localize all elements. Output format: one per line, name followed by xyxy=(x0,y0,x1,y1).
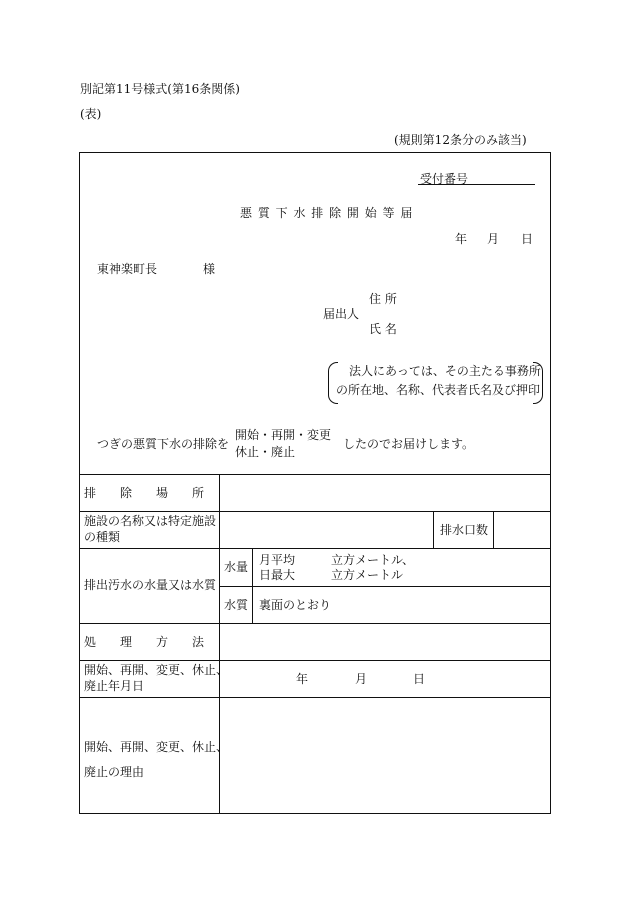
statement-prefix: つぎの悪質下水の排除を xyxy=(97,437,230,451)
unit-cubic-meters-2: 立方メートル xyxy=(331,568,404,582)
receipt-number-label: 受付番号 xyxy=(420,172,469,186)
document-title: 悪 質 下 水 排 除 開 始 等 届 xyxy=(240,206,414,220)
label-outlet-count: 排水口数 xyxy=(440,523,489,537)
address-label: 住 所 xyxy=(369,292,397,306)
name-label: 氏 名 xyxy=(369,322,397,336)
row-divider xyxy=(79,548,551,549)
row-divider xyxy=(219,586,551,587)
column-divider xyxy=(219,474,220,814)
label-date-line1: 開始、再開、変更、休止、 xyxy=(84,663,229,677)
date-month: 月 xyxy=(487,232,500,246)
label-water-quantity: 水量 xyxy=(224,560,249,574)
table-date-day: 日 xyxy=(413,672,426,686)
row-divider xyxy=(79,623,551,624)
label-date-line2: 廃止年月日 xyxy=(84,679,145,693)
label-facility-line1: 施設の名称又は特定施設 xyxy=(84,514,217,528)
honorific: 様 xyxy=(203,262,216,276)
corporate-note-line2: の所在地、名称、代表者氏名及び押印 xyxy=(336,383,541,397)
label-reason-line2: 廃止の理由 xyxy=(84,765,145,779)
options-line1: 開始・再開・変更 xyxy=(235,428,332,442)
label-reason-line1: 開始、再開、変更、休止、 xyxy=(84,740,229,754)
row-divider xyxy=(79,697,551,698)
column-divider xyxy=(433,511,434,548)
label-water-quality: 水質 xyxy=(224,598,249,612)
form-frame xyxy=(79,152,551,814)
label-quantity-quality: 排出汚水の水量又は水質 xyxy=(84,578,217,592)
label-monthly-average: 月平均 xyxy=(259,553,296,567)
addressee: 東神楽町長 xyxy=(97,262,158,276)
date-year: 年 xyxy=(455,232,468,246)
label-facility-line2: の種類 xyxy=(84,530,121,544)
applicability-note: (規則第12条分のみ該当) xyxy=(394,133,527,147)
row-divider xyxy=(79,511,551,512)
corporate-note-line1: 法人にあっては、その主たる事務所 xyxy=(349,364,541,378)
label-treatment-method: 処 理 方 法 xyxy=(84,635,205,649)
receipt-number-line xyxy=(418,184,535,185)
statement-suffix: したのでお届けします。 xyxy=(343,437,475,451)
column-divider xyxy=(252,548,253,623)
date-day: 日 xyxy=(521,232,534,246)
column-divider xyxy=(493,511,494,548)
table-date-month: 月 xyxy=(355,672,368,686)
label-daily-maximum: 日最大 xyxy=(259,568,296,582)
form-side: (表) xyxy=(80,107,102,121)
row-divider xyxy=(79,474,551,475)
options-line2: 休止・廃止 xyxy=(235,445,296,459)
unit-cubic-meters-1: 立方メートル、 xyxy=(331,553,415,567)
table-date-year: 年 xyxy=(296,672,309,686)
water-quality-value: 裏面のとおり xyxy=(259,598,332,612)
label-discharge-location: 排 除 場 所 xyxy=(84,486,205,500)
form-reference: 別記第11号様式(第16条関係) xyxy=(80,82,240,96)
notifier-label: 届出人 xyxy=(323,307,360,321)
row-divider xyxy=(79,660,551,661)
